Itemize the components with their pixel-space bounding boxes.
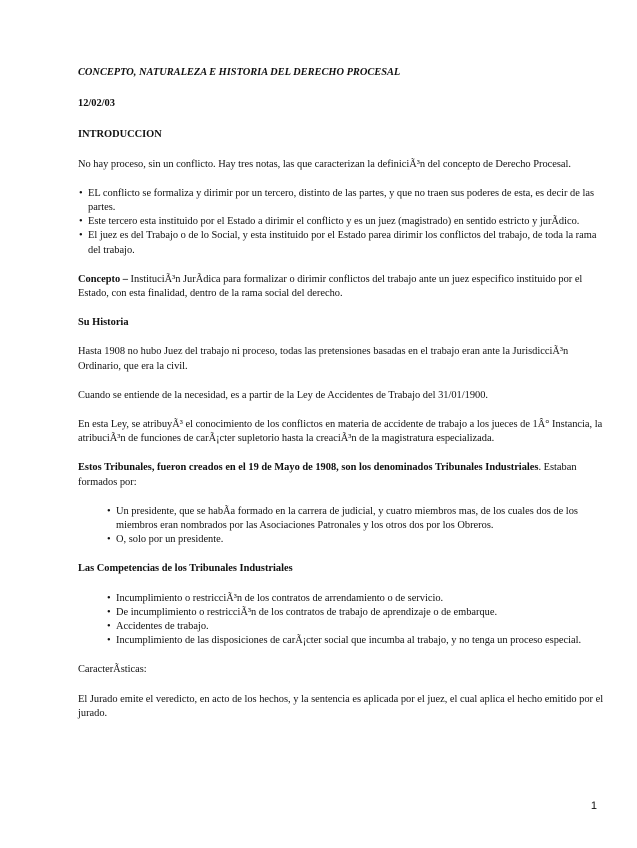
tribunales-rest-text: . Estaban formados por: <box>78 462 577 488</box>
intro-bullet-list <box>78 187 606 258</box>
historia-paragraph-2: Cuando se entiende de la necesidad, es a partir de la Ley de Accidentes de Trabajo del 31/01/1900. <box>78 389 489 401</box>
concepto-text: InstituciÃ³n JurÃdica para formalizar o dirimir conflictos del trabajo ante un juez especifico instituido por el Estado, con esta finalidad, dentro de la rama social del derecho. <box>78 273 583 300</box>
page-number: 1 <box>590 800 597 812</box>
list-item: • EL conflicto se formaliza y dirimir por un tercero, distinto de las partes, y que no traen sus poderes de esta, es decir de las partes. <box>78 187 606 215</box>
intro-heading: INTRODUCCION <box>78 129 162 141</box>
list-item: • O, solo por un presidente. <box>106 533 606 547</box>
document-page <box>78 66 606 721</box>
intro-paragraph: No hay proceso, sin un conflicto. Hay tres notas, las que caracterizan la definiciÃ³n del concepto de Derecho Procesal. <box>78 158 572 170</box>
list-item: • El juez es del Trabajo o de lo Social, y esta instituido por el Estado parea dirimir los conflictos del trabajo, de toda la rama del trabajo. <box>78 229 606 257</box>
competencias-bullet-list <box>106 592 606 649</box>
list-item: • Incumplimiento de las disposiciones de carÃ¡cter social que incumba al trabajo, y no tenga un proceso especial. <box>106 634 606 648</box>
historia-paragraph-3: En esta Ley, se atribuyÃ³ el conocimiento de los conflictos en materia de accidente de trabajo a los jueces de 1Â° Instancia, la atribuciÃ³n de funciones de carÃ¡cter supletorio hasta la creaciÃ³n de la magistratura especializada. <box>78 419 603 445</box>
tribunales-bold-text: Estos Tribunales, fueron creados en el 19 de Mayo de 1908, son los denominados Tribunales Industriales <box>78 462 539 474</box>
list-item: • De incumplimiento o restricciÃ³n de los contratos de trabajo de aprendizaje o de embarque. <box>106 606 606 620</box>
list-item: • Incumplimiento o restricciÃ³n de los contratos de arrendamiento o de servicio. <box>106 592 606 606</box>
concepto-label: Concepto – <box>78 273 128 285</box>
competencias-heading: Las Competencias de los Tribunales Industriales <box>78 563 293 575</box>
list-item: • Accidentes de trabajo. <box>106 620 606 634</box>
caracteristicas-label: CaracterÃsticas: <box>78 664 147 676</box>
concepto-paragraph <box>78 273 606 301</box>
historia-heading: Su Historia <box>78 317 129 329</box>
jurado-paragraph: El Jurado emite el veredicto, en acto de los hechos, y la sentencia es aplicada por el juez, el cual aplica el hecho emitido por el jurado. <box>78 693 604 719</box>
list-item: • Un presidente, que se habÃa formado en la carrera de judicial, y cuatro miembros mas, de los cuales dos de los miembros eran nombrados por las Asociaciones Patronales y los otros dos por los Obreros. <box>106 505 606 533</box>
document-date: 12/02/03 <box>78 98 115 110</box>
tribunales-bullet-list <box>106 505 606 548</box>
document-title: CONCEPTO, NATURALEZA E HISTORIA DEL DERECHO PROCESAL <box>78 67 401 78</box>
tribunales-paragraph <box>78 461 606 489</box>
historia-paragraph-1: Hasta 1908 no hubo Juez del trabajo ni proceso, todas las pretensiones basadas en el trabajo eran ante la JurisdicciÃ³n Ordinario, que era la civil. <box>78 346 569 372</box>
list-item: • Este tercero esta instituido por el Estado a dirimir el conflicto y es un juez (magistrado) en sentido estricto y jurÃdico. <box>78 215 606 229</box>
